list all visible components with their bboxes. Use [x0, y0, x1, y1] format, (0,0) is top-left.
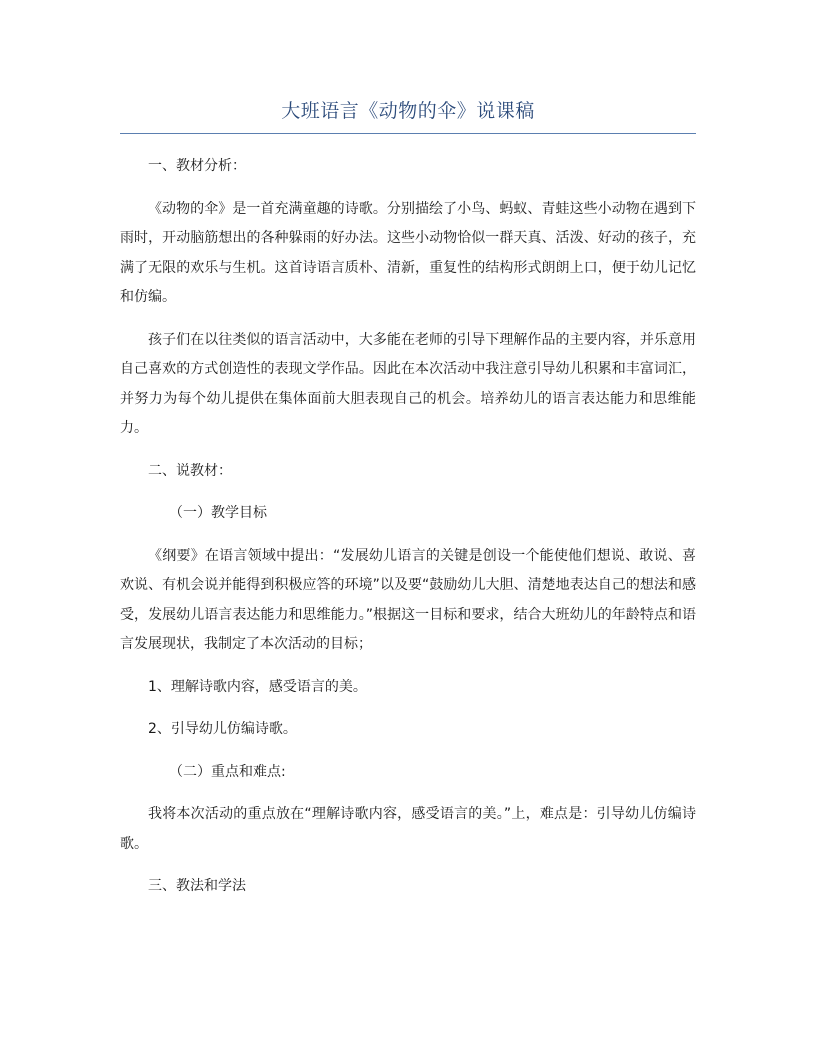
- subsection-heading: （一）教学目标: [169, 505, 267, 521]
- paragraph: 我将本次活动的重点放在“理解诗歌内容，感受语言的美。”上，难点是：引导幼儿仿编诗歌。: [120, 806, 696, 852]
- document-title: 大班语言《动物的伞》说课稿: [281, 100, 535, 122]
- goal-item: 1、理解诗歌内容，感受语言的美。: [148, 678, 367, 695]
- section-heading: 一、教材分析：: [148, 158, 246, 174]
- document-body: [120, 152, 696, 915]
- section-heading: 三、教法和学法: [148, 878, 246, 894]
- paragraph: 《纲要》在语言领域中提出：“发展幼儿语言的关键是创设一个能使他们想说、敢说、喜欢说、有机会说并能得到积极应答的环境”以及要“鼓励幼儿大胆、清楚地表达自己的想法和感受，发展幼儿语言表达能力和思维能力。”根据这一目标和要求，结合大班幼儿的年龄特点和语言发展现状，我制定了本次活动的目标；: [120, 547, 696, 652]
- subsection-heading: （二）重点和难点:: [169, 763, 286, 780]
- paragraph: 《动物的伞》是一首充满童趣的诗歌。分别描绘了小鸟、蚂蚁、青蛙这些小动物在遇到下雨时，开动脑筋想出的各种躲雨的好办法。这些小动物恰似一群天真、活泼、好动的孩子，充满了无限的欢乐与生机。这首诗语言质朴、清新，重复性的结构形式朗朗上口，便于幼儿记忆和仿编。: [120, 200, 696, 305]
- section-heading: 二、说教材：: [148, 462, 232, 479]
- paragraph: 孩子们在以往类似的语言活动中，大多能在老师的引导下理解作品的主要内容，并乐意用自己喜欢的方式创造性的表现文学作品。因此在本次活动中我注意引导幼儿积累和丰富词汇，并努力为每个幼儿提供在集体面前大胆表现自己的机会。培养幼儿的语言表达能力和思维能力。: [120, 331, 696, 436]
- goal-item: 2、引导幼儿仿编诗歌。: [148, 721, 297, 737]
- title-underline: [120, 133, 696, 134]
